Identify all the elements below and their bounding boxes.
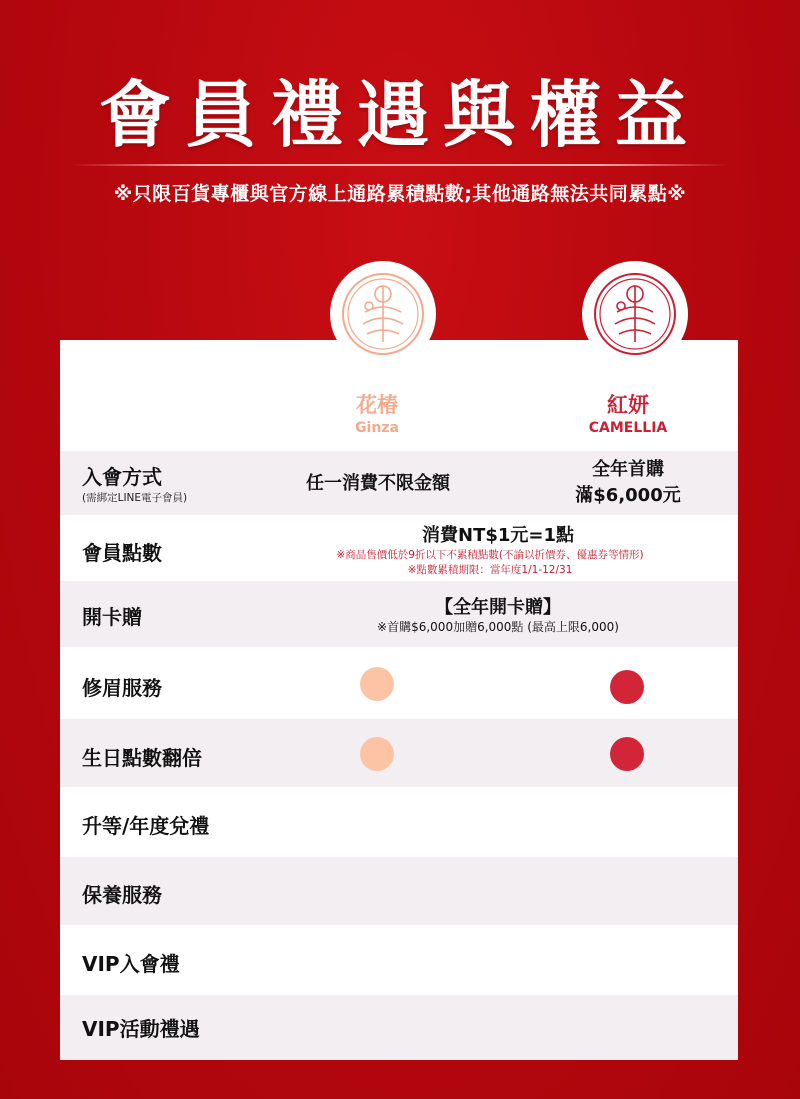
row-label: 升等/年度兌禮 [82,814,210,838]
row-label: 保養服務 [82,883,162,907]
points-notice: ※只限百貨專櫃與官方線上通路累積點數;其他通路無法共同累點※ [113,183,687,205]
row-label: 開卡贈 [82,605,142,629]
tier-ginza-header [297,392,457,438]
camellia-flower-icon [593,272,677,356]
camellia-join-condition [548,457,708,509]
tier-sub: CAMELLIA [588,420,668,436]
table-row [60,787,738,857]
table-row [60,857,738,925]
ginza-join-condition: 任一消費不限金額 [306,473,450,494]
table-row [60,451,738,515]
camellia-included-dot [610,670,644,704]
camellia-flower-icon [341,272,425,356]
row-sublabel: (需綁定LINE電子會員) [82,492,188,504]
table-row [60,925,738,995]
points-note-2: ※點數累積期限：當年度1/1-12/31 [407,564,573,576]
tier-name: 紅妍 [607,393,649,417]
tier-sub: Ginza [355,420,399,436]
page-title: 會員禮遇與權益 [98,72,701,157]
row-label: 入會方式 [82,465,162,489]
camellia-join-line2: 滿$6,000元 [575,485,681,506]
camellia-included-dot [610,737,644,771]
table-row [60,515,738,581]
title-divider [70,164,730,166]
ginza-badge [330,261,436,367]
points-note [260,548,720,578]
row-label: 會員點數 [82,541,162,565]
row-label: 修眉服務 [82,676,162,700]
points-rule: 消費NT$1元=1點 [422,525,574,546]
card-gift-title: 【全年開卡贈】 [435,597,561,618]
points-note-1: ※商品售價低於9折以下不累積點數(不論以折價券、優惠券等情形) [336,549,644,561]
row-label: VIP入會禮 [82,952,180,976]
ginza-included-dot [360,737,394,771]
row-label: VIP活動禮遇 [82,1017,200,1041]
ginza-included-dot [360,667,394,701]
tier-camellia-header [548,392,708,438]
table-row [60,647,738,719]
table-row [60,719,738,787]
row-label: 生日點數翻倍 [82,746,202,770]
camellia-badge [582,261,688,367]
card-gift-note: ※首購$6,000加贈6,000點 (最高上限6,000) [377,620,619,634]
table-row [60,995,738,1060]
table-row [60,581,738,647]
camellia-join-line1: 全年首購 [592,459,664,480]
tier-name: 花椿 [356,393,398,417]
